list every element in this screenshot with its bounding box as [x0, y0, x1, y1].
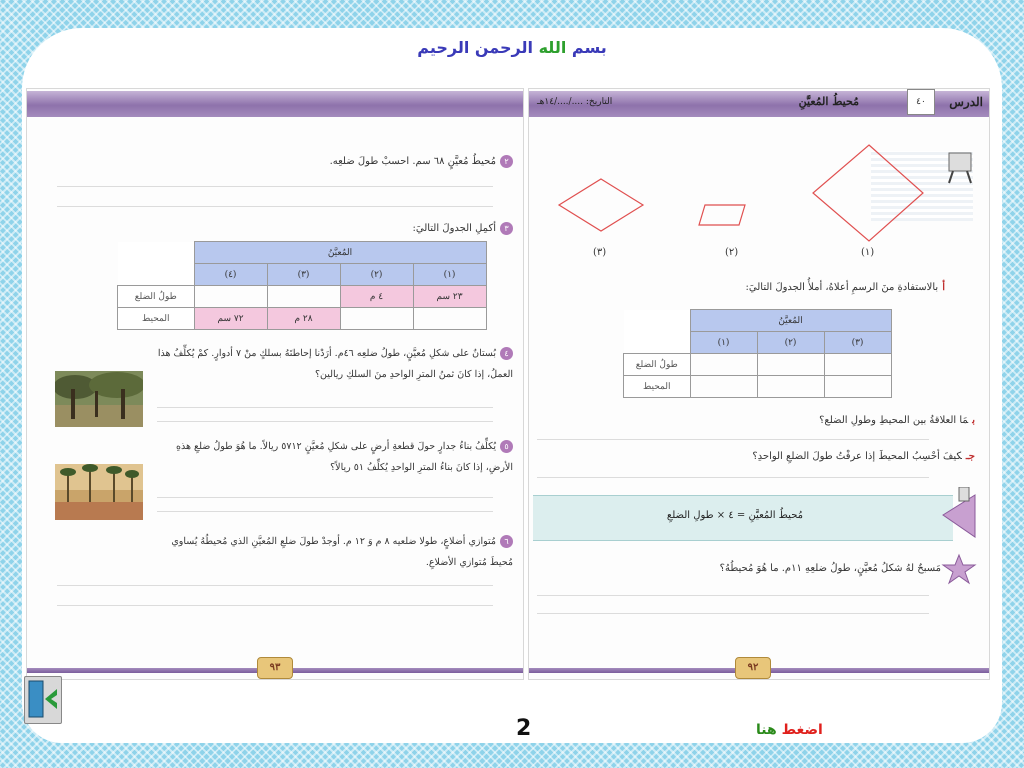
table-col-header: (٣): [824, 332, 891, 354]
figure-label: (١): [861, 247, 875, 258]
figure-label: (٢): [725, 247, 739, 258]
table-cell: [690, 376, 757, 398]
answer-line: [157, 407, 493, 408]
table-row-label: المحيط: [624, 376, 691, 398]
lesson-label: الدرس: [949, 95, 983, 109]
lesson-number-badge: ٤٠: [907, 89, 935, 115]
date-field: التاريخ: ..../..../١٤هـ: [537, 97, 613, 107]
question-6-cont: مُحيطَ مُتوازي الأضلاعِ.: [425, 557, 513, 568]
basmala-header: بسم الله الرحمن الرحيم: [417, 38, 607, 57]
page-number-badge: ٩٣: [257, 657, 293, 679]
table-group-header: المُعيَّنُ: [194, 242, 486, 264]
press-here-link[interactable]: اضغط هنا: [756, 722, 823, 738]
table-row-label: طولُ الضلع: [118, 286, 195, 308]
rule-box: [533, 495, 953, 541]
answer-line: [57, 206, 493, 207]
table-cell: [757, 376, 824, 398]
ruler-icon: [939, 487, 979, 545]
answer-line: [157, 497, 493, 498]
table-cell: [757, 354, 824, 376]
question-4: ٤بُستانٌ على شكلِ مُعيَّنٍ، طولُ ضلعِه ٤٦م. أرَدْنا إحاطتَهُ بسلكٍ منْ ٧ أدوارٍ. كمْ يُكلِّفُ هذا: [158, 347, 513, 360]
answer-line: [537, 439, 929, 440]
table-col-header: (٢): [757, 332, 824, 354]
table-cell: ٢٣ سم: [413, 286, 486, 308]
exit-door-icon: [25, 677, 61, 723]
table-row-label: طولُ الضلع: [624, 354, 691, 376]
answer-line: [157, 511, 493, 512]
table-col-header: (٣): [267, 264, 340, 286]
question-b: بمَا العلاقةُ بين المحيطِ وطولِ الضلع؟: [819, 415, 975, 426]
answer-line: [57, 186, 493, 187]
perimeter-table-right: [623, 309, 892, 398]
table-cell: [824, 354, 891, 376]
answer-line: [57, 585, 493, 586]
table-cell: [690, 354, 757, 376]
table-cell: ٢٨ م: [267, 308, 340, 330]
answer-line: [57, 605, 493, 606]
page-header-band: [27, 91, 523, 117]
table-cell: [413, 308, 486, 330]
perimeter-table-left: [117, 241, 487, 330]
answer-line: [537, 477, 929, 478]
orchard-photo: [55, 371, 143, 427]
answer-line: [537, 595, 929, 596]
answer-line: [157, 421, 493, 422]
rhombus-figures: [549, 141, 929, 261]
table-cell: [267, 286, 340, 308]
star-icon: [941, 553, 977, 585]
question-6: ٦مُتوازي أضلاعٍ، طولا ضلعيه ٨ م وَ ١٢ م. أوجدْ طولَ ضلعِ المُعيَّنِ الذي مُحيطُهُ يُساوي: [171, 535, 513, 548]
table-cell: [340, 308, 413, 330]
table-col-header: (١): [413, 264, 486, 286]
question-5-cont: الأرضِ، إذا كانَ بناءُ المترِ الواحدِ يُكلِّفُ ٥١ ريالاً؟: [330, 462, 513, 473]
question-a: أبالاستفادةِ منَ الرسمِ أعلاهُ، أملأُ الجدولَ التاليَ:: [745, 282, 945, 293]
answer-line: [537, 613, 929, 614]
slide-number: 2: [516, 716, 532, 741]
table-group-header: المُعيَّنُ: [690, 310, 891, 332]
pencil-character-icon: [941, 149, 981, 185]
page-number-badge: ٩٢: [735, 657, 771, 679]
question-4-cont: العملُ، إذا كانَ ثمنُ المترِ الواحدِ منَ السلكِ ريالين؟: [314, 369, 513, 380]
rule-text: مُحيطُ المُعيَّنِ = ٤ × طولِ الضلعِ: [666, 510, 803, 521]
exercise-question: مَسبحٌ لهُ شكلُ مُعيَّنٍ، طولُ ضلعِهِ ١١م. ما هُوَ مُحيطُهُ؟: [719, 563, 941, 574]
table-col-header: (٤): [194, 264, 267, 286]
table-cell: ٤ م: [340, 286, 413, 308]
figure-label: (٣): [593, 247, 607, 258]
palm-wall-photo: [55, 464, 143, 520]
table-cell: ٧٢ سم: [194, 308, 267, 330]
question-2: ٢مُحيطُ مُعيَّنٍ ٦٨ سم. احسبْ طولَ ضلعِه.: [330, 155, 513, 168]
question-c: جـكيفَ أحْسِبُ المحيطَ إذا عرفْتُ طولَ الضلعِ الواحدِ؟: [752, 451, 975, 462]
question-3: ٣أكمِلِ الجدولَ التاليَ:: [412, 222, 513, 235]
table-row-label: المحيط: [118, 308, 195, 330]
table-col-header: (٢): [340, 264, 413, 286]
table-cell: [824, 376, 891, 398]
table-cell: [194, 286, 267, 308]
exit-door-button[interactable]: [24, 676, 62, 724]
textbook-page-left: [26, 88, 524, 680]
textbook-page-right: [528, 88, 990, 680]
lesson-title: مُحيطُ المُعيَّنِ: [798, 95, 859, 108]
question-5: ٥يُكلِّفُ بناءُ جدارٍ حولَ قطعةِ أرضٍ على شكلِ مُعيَّنٍ ٥٧١٢ ريالاً. ما هُوَ طولُ ضلعِ هذهِ: [176, 440, 513, 453]
table-col-header: (١): [690, 332, 757, 354]
